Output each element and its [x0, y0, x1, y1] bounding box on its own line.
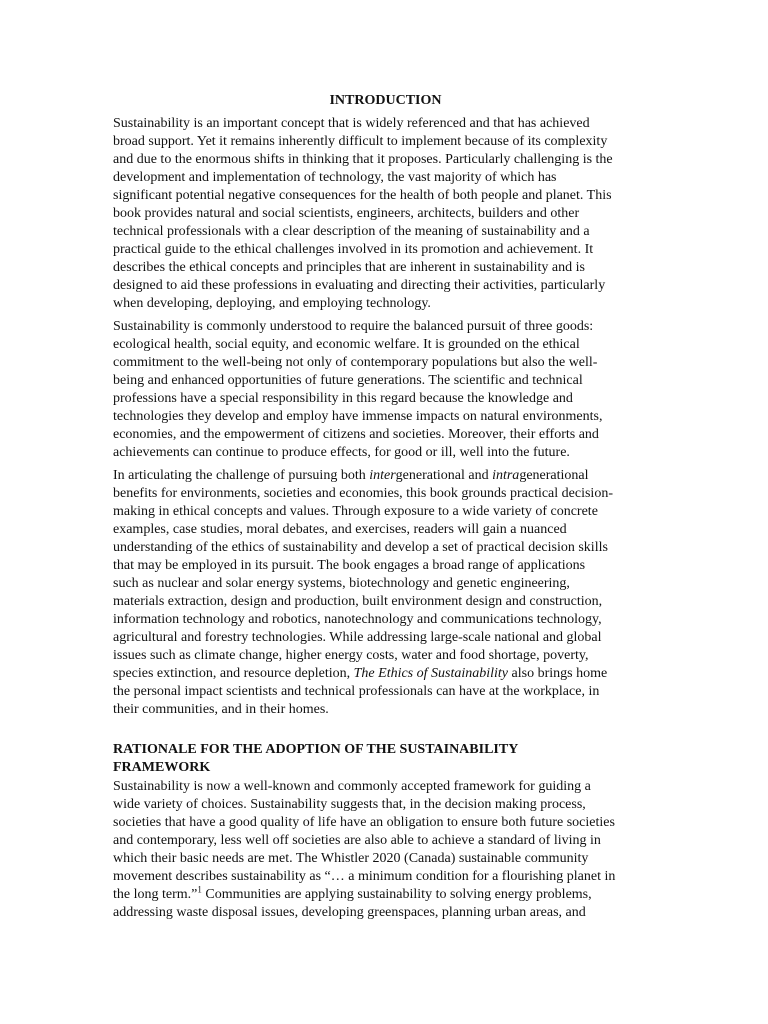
text-line: being and enhanced opportunities of future generations. The scientific and technical — [113, 373, 583, 388]
text-line: which their basic needs are met. The Whistler 2020 (Canada) sustainable community — [113, 851, 589, 866]
rationale-paragraph-1 — [113, 778, 658, 922]
footnote-marker: 1 — [197, 884, 202, 895]
text-line: information technology and robotics, nanotechnology and communications technology, — [113, 612, 602, 627]
document-page — [113, 92, 658, 927]
text-line: issues such as climate change, higher energy costs, water and food shortage, poverty, — [113, 648, 589, 663]
text-line: and due to the enormous shifts in thinking that it proposes. Particularly challenging is the — [113, 152, 613, 167]
text-line: technical professionals with a clear description of the meaning of sustainability and a — [113, 224, 590, 239]
text-run: Communities are applying sustainability to solving energy problems, — [201, 887, 592, 902]
text-line: professions have a special responsibility in this regard because the knowledge and — [113, 391, 573, 406]
text-line — [113, 886, 658, 904]
text-line: agricultural and forestry technologies. While addressing large-scale national and global — [113, 630, 602, 645]
introduction-heading: INTRODUCTION — [329, 93, 442, 108]
text-line: making in ethical concepts and values. Through exposure to a wide variety of concrete — [113, 504, 598, 519]
text-line: the personal impact scientists and technical professionals can have at the workplace, in — [113, 684, 600, 699]
text-line — [113, 467, 658, 485]
text-line: commitment to the well-being not only of contemporary populations but also the well- — [113, 355, 598, 370]
text-line: movement describes sustainability as “… a minimum condition for a flourishing planet in — [113, 869, 616, 884]
text-line: economies, and the empowerment of citizens and societies. Moreover, their efforts and — [113, 427, 599, 442]
text-line: Sustainability is now a well-known and commonly accepted framework for guiding a — [113, 779, 591, 794]
text-line — [113, 665, 658, 683]
intro-paragraph-3 — [113, 467, 658, 719]
text-line: book provides natural and social scientists, engineers, architects, builders and other — [113, 206, 580, 221]
text-line: Sustainability is an important concept that is widely referenced and that has achieved — [113, 116, 590, 131]
text-line: ecological health, social equity, and economic welfare. It is grounded on the ethical — [113, 337, 580, 352]
text-run: generational and — [395, 468, 493, 483]
text-run: the long term.” — [113, 887, 198, 902]
text-line: Sustainability is commonly understood to require the balanced pursuit of three goods: — [113, 319, 594, 334]
book-title-italic: The Ethics of Sustainability — [353, 666, 509, 681]
text-line: development and implementation of technology, the vast majority of which has — [113, 170, 557, 185]
text-run: generational — [519, 468, 589, 483]
text-line: wide variety of choices. Sustainability suggests that, in the decision making process, — [113, 797, 586, 812]
text-line: materials extraction, design and production, built environment design and construction, — [113, 594, 603, 609]
text-run: also brings home — [508, 666, 608, 681]
text-line: such as nuclear and solar energy systems, biotechnology and genetic engineering, — [113, 576, 570, 591]
text-line: understanding of the ethics of sustainability and develop a set of practical decision skills — [113, 540, 608, 555]
italic-text: intra — [492, 468, 520, 483]
text-line: broad support. Yet it remains inherently difficult to implement because of its complexity — [113, 134, 608, 149]
heading-line: FRAMEWORK — [113, 760, 211, 775]
text-line: describes the ethical concepts and principles that are inherent in sustainability and is — [113, 260, 585, 275]
text-line: examples, case studies, moral debates, and exercises, readers will gain a nuanced — [113, 522, 567, 537]
text-line: achievements can continue to produce effects, for good or ill, well into the future. — [113, 445, 570, 460]
text-line: societies that have a good quality of life have an obligation to ensure both future societies — [113, 815, 615, 830]
text-line: their communities, and in their homes. — [113, 702, 329, 717]
text-line: addressing waste disposal issues, developing greenspaces, planning urban areas, and — [113, 905, 586, 920]
text-line: practical guide to the ethical challenges involved in its promotion and achievement. It — [113, 242, 594, 257]
italic-text: inter — [369, 468, 396, 483]
text-line: technologies they develop and employ have immense impacts on natural environments, — [113, 409, 603, 424]
rationale-heading — [113, 741, 658, 777]
text-line: designed to aid these professions in evaluating and directing their activities, particularly — [113, 278, 606, 293]
heading-line: RATIONALE FOR THE ADOPTION OF THE SUSTAINABILITY — [113, 742, 519, 757]
text-line: and contemporary, less well off societies are also able to achieve a standard of living in — [113, 833, 601, 848]
text-line: that may be employed in its pursuit. The book engages a broad range of applications — [113, 558, 586, 573]
text-run: species extinction, and resource depletion, — [113, 666, 354, 681]
text-line: benefits for environments, societies and economies, this book grounds practical decision- — [113, 486, 613, 501]
text-line: when developing, deploying, and employing technology. — [113, 296, 431, 311]
text-line: significant potential negative consequences for the health of both people and planet. This — [113, 188, 612, 203]
text-run: In articulating the challenge of pursuing both — [113, 468, 370, 483]
intro-paragraph-1 — [113, 115, 658, 313]
intro-paragraph-2 — [113, 318, 658, 462]
